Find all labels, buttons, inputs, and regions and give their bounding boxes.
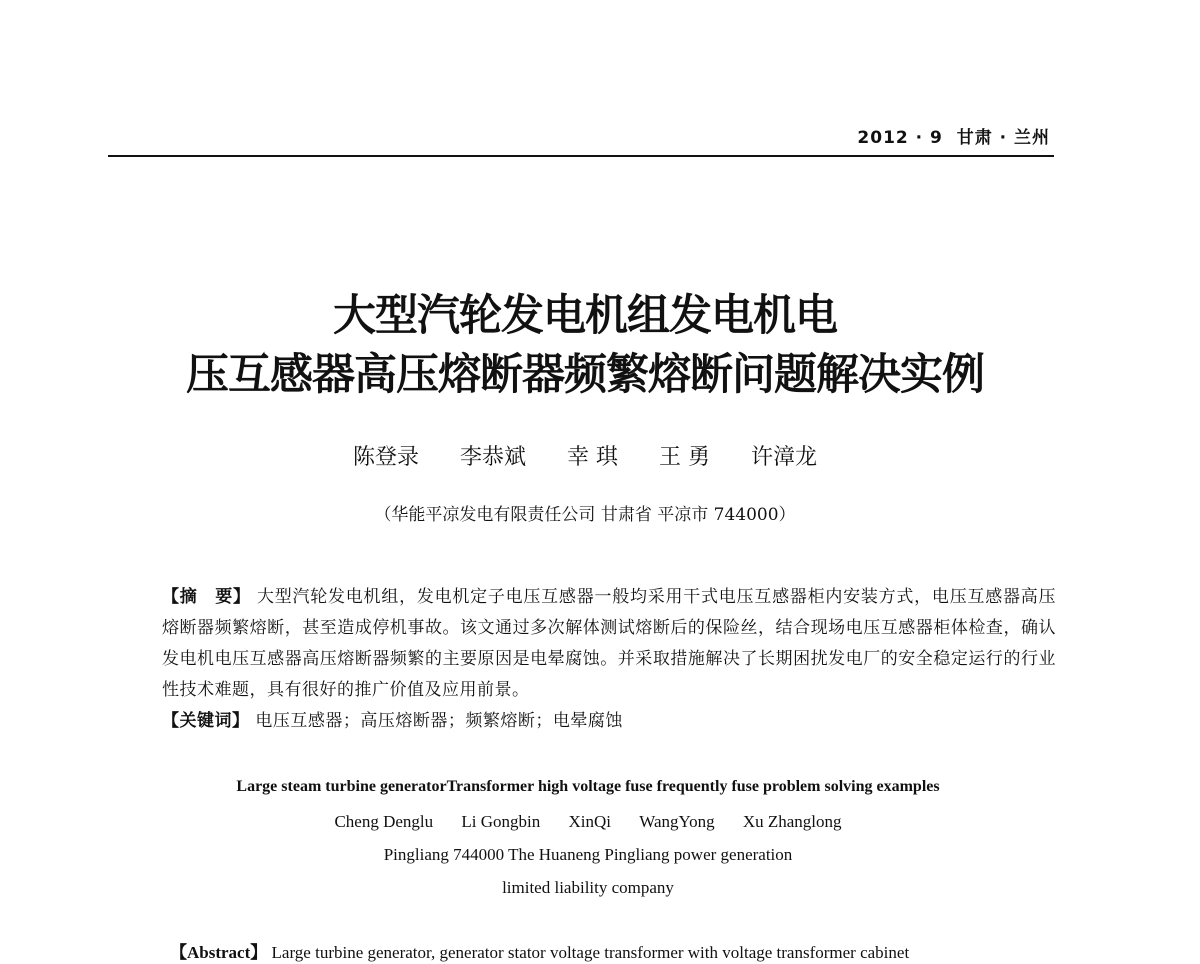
paper-title-line-1: 大型汽轮发电机组发电机电 [333, 291, 837, 341]
keywords-text: 电压互感器；高压熔断器；频繁熔断；电晕腐蚀 [255, 711, 623, 731]
author-name: 许漳龙 [751, 445, 818, 470]
english-abstract-label: 【Abstract】 [170, 943, 268, 962]
english-author-name: Cheng Denglu [334, 812, 434, 831]
author-list [0, 440, 1170, 471]
author-name: 李恭斌 [459, 445, 526, 470]
english-affiliation-line-1: Pingliang 744000 The Huaneng Pingliang power generation [383, 845, 793, 864]
author-affiliation: （华能平凉发电有限责任公司 甘肃省 平凉市 744000） [374, 505, 796, 525]
issue-date: 2012 · 9 [857, 128, 943, 148]
keywords-paragraph [116, 706, 1056, 737]
english-author-name: Li Gongbin [461, 812, 541, 831]
paper-title-line-2: 压互感器高压熔断器频繁熔断问题解决实例 [186, 350, 984, 400]
english-author-list [0, 812, 1176, 832]
english-author-name: XinQi [568, 812, 612, 831]
english-author-name: WangYong [639, 812, 715, 831]
english-abstract [170, 938, 1070, 963]
english-title: Large steam turbine generatorTransformer high voltage fuse frequently fuse problem solving examples [236, 778, 940, 795]
abstract-label: 【摘 要】 [162, 587, 251, 607]
author-name: 陈登录 [352, 445, 419, 470]
keywords-label: 【关键词】 [162, 711, 250, 731]
abstract-paragraph [116, 582, 1056, 706]
author-name: 王 勇 [659, 445, 710, 470]
english-abstract-text: Large turbine generator, generator stator voltage transformer with voltage transformer cabinet [271, 943, 910, 962]
running-header [857, 123, 1050, 148]
abstract-text: 大型汽轮发电机组，发电机定子电压互感器一般均采用干式电压互感器柜内安装方式，电压互感器高压熔断器频繁熔断，甚至造成停机事故。该文通过多次解体测试熔断后的保险丝，结合现场电压互感器柜体检查，确认发电机电压互感器高压熔断器频繁的主要原因是电晕腐蚀。并采取措施解决了长期困扰发电厂的安全稳定运行的行业性技术难题，具有很好的推广价值及应用前景。 [162, 587, 1057, 700]
english-author-name: Xu Zhanglong [742, 812, 842, 831]
english-affiliation-line-2: limited liability company [502, 878, 674, 897]
header-rule [108, 155, 1054, 157]
chinese-abstract [116, 582, 1056, 737]
author-name: 幸 琪 [567, 445, 618, 470]
conference-location: 甘肃 · 兰州 [956, 128, 1050, 148]
